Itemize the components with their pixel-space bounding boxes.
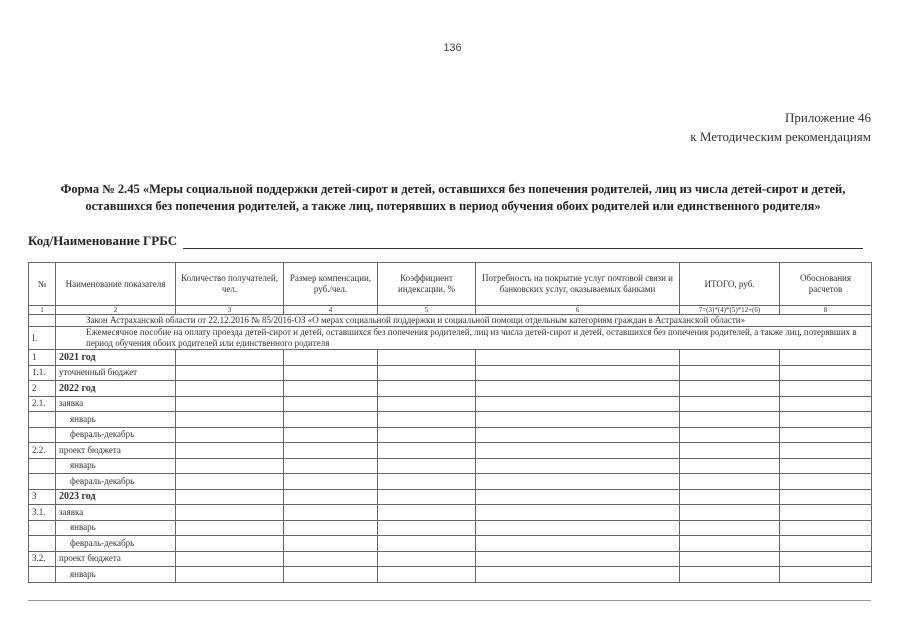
column-number: 2 [56, 306, 176, 315]
value-cell[interactable] [680, 474, 780, 490]
row-number: 3.1. [29, 505, 56, 521]
column-number-row [29, 306, 872, 315]
value-cell[interactable] [176, 536, 284, 552]
row-number: 2.2. [29, 443, 56, 459]
value-cell[interactable] [780, 536, 872, 552]
value-cell[interactable] [176, 396, 284, 412]
header-cell-services: Потребность на покрытие услуг почтовой связи и банковских услуг, оказываемых банками [476, 263, 680, 306]
value-cell[interactable] [780, 381, 872, 397]
form-title: Форма № 2.45 «Меры социальной поддержки детей-сирот и детей, оставшихся без попечения родителей, лиц из числа детей-сирот и детей, оставшихся без попечения родителей, а также лиц, потерявших в период обучения обоих родителей или единственного родителя» [60, 182, 846, 213]
table-row [29, 381, 872, 397]
row-number: 3.2. [29, 551, 56, 567]
row-number: 2.1. [29, 396, 56, 412]
value-cell[interactable] [476, 474, 680, 490]
value-cell[interactable] [780, 365, 872, 381]
form-table-wrapper [28, 262, 871, 583]
value-cell[interactable] [176, 381, 284, 397]
value-cell[interactable] [780, 474, 872, 490]
appendix-reference [690, 108, 871, 146]
header-cell-justification: Обоснования расчетов [780, 263, 872, 306]
row-indicator-name: февраль-декабрь [56, 474, 176, 490]
value-cell[interactable] [780, 489, 872, 505]
row-indicator-name: заявка [56, 505, 176, 521]
value-cell[interactable] [284, 520, 378, 536]
grbs-label: Код/Наименование ГРБС [28, 233, 178, 248]
value-cell[interactable] [176, 350, 284, 366]
value-cell[interactable] [378, 489, 476, 505]
section-row [29, 327, 872, 350]
row-indicator-name: заявка [56, 396, 176, 412]
value-cell[interactable] [378, 381, 476, 397]
section-num: I. [29, 327, 56, 350]
row-indicator-name: январь [56, 458, 176, 474]
table-row [29, 443, 872, 459]
table-row [29, 520, 872, 536]
value-cell[interactable] [176, 427, 284, 443]
header-cell-total: ИТОГО, руб. [680, 263, 780, 306]
value-cell[interactable] [476, 458, 680, 474]
value-cell[interactable] [378, 365, 476, 381]
column-number: 4 [284, 306, 378, 315]
value-cell[interactable] [378, 505, 476, 521]
row-number [29, 567, 56, 583]
value-cell[interactable] [476, 567, 680, 583]
value-cell[interactable] [378, 412, 476, 428]
value-cell[interactable] [176, 520, 284, 536]
row-indicator-name: февраль-декабрь [56, 427, 176, 443]
value-cell[interactable] [284, 567, 378, 583]
value-cell[interactable] [780, 551, 872, 567]
value-cell[interactable] [476, 551, 680, 567]
value-cell[interactable] [780, 427, 872, 443]
value-cell[interactable] [378, 567, 476, 583]
column-number: 7=(3)*(4)*(5)*12+(6) [680, 306, 780, 315]
row-number: 1 [29, 350, 56, 366]
header-cell-recipients: Количество получателей, чел. [176, 263, 284, 306]
value-cell[interactable] [780, 396, 872, 412]
column-number: 6 [476, 306, 680, 315]
column-number: 3 [176, 306, 284, 315]
table-row [29, 365, 872, 381]
row-number [29, 458, 56, 474]
table-row [29, 551, 872, 567]
value-cell[interactable] [680, 396, 780, 412]
value-cell[interactable] [680, 443, 780, 459]
value-cell[interactable] [476, 412, 680, 428]
row-number [29, 474, 56, 490]
value-cell[interactable] [378, 350, 476, 366]
header-cell-num: № [29, 263, 56, 306]
row-number [29, 427, 56, 443]
row-indicator-name: 2022 год [56, 381, 176, 397]
value-cell[interactable] [284, 396, 378, 412]
value-cell[interactable] [176, 489, 284, 505]
value-cell[interactable] [378, 443, 476, 459]
value-cell[interactable] [476, 443, 680, 459]
value-cell[interactable] [780, 458, 872, 474]
value-cell[interactable] [680, 427, 780, 443]
value-cell[interactable] [284, 381, 378, 397]
row-indicator-name: январь [56, 567, 176, 583]
value-cell[interactable] [680, 350, 780, 366]
value-cell[interactable] [476, 396, 680, 412]
grbs-fill-line[interactable] [183, 236, 863, 249]
value-cell[interactable] [284, 458, 378, 474]
table-row [29, 350, 872, 366]
value-cell[interactable] [176, 551, 284, 567]
row-number [29, 520, 56, 536]
grbs-field [28, 233, 863, 249]
value-cell[interactable] [476, 365, 680, 381]
value-cell[interactable] [284, 350, 378, 366]
value-cell[interactable] [680, 458, 780, 474]
section-text: Ежемесячное пособие на оплату проезда детей-сирот и детей, оставшихся без попечения родителей, лиц из числа детей-сирот и детей, оставшихся без попечения родителей, а также лиц, потерявших в период обучения обоих родителей или единственного родителя [56, 327, 872, 350]
appendix-line-2: к Методическим рекомендациям [690, 129, 871, 144]
row-number: 2 [29, 381, 56, 397]
row-number [29, 536, 56, 552]
value-cell[interactable] [476, 350, 680, 366]
column-number: 1 [29, 306, 56, 315]
table-row [29, 567, 872, 583]
value-cell[interactable] [680, 505, 780, 521]
header-cell-indexation: Коэффициент индексации, % [378, 263, 476, 306]
row-indicator-name: уточненный бюджет [56, 365, 176, 381]
value-cell[interactable] [176, 365, 284, 381]
form-table [28, 262, 872, 583]
value-cell[interactable] [680, 551, 780, 567]
value-cell[interactable] [680, 412, 780, 428]
value-cell[interactable] [680, 365, 780, 381]
table-row [29, 458, 872, 474]
value-cell[interactable] [476, 505, 680, 521]
value-cell[interactable] [780, 412, 872, 428]
table-row [29, 474, 872, 490]
value-cell[interactable] [780, 567, 872, 583]
value-cell[interactable] [378, 474, 476, 490]
table-row [29, 489, 872, 505]
value-cell[interactable] [378, 551, 476, 567]
value-cell[interactable] [378, 536, 476, 552]
header-row [29, 263, 872, 306]
law-row [29, 315, 872, 327]
value-cell[interactable] [780, 443, 872, 459]
value-cell[interactable] [680, 489, 780, 505]
value-cell[interactable] [476, 381, 680, 397]
value-cell[interactable] [680, 381, 780, 397]
value-cell[interactable] [284, 412, 378, 428]
value-cell[interactable] [176, 443, 284, 459]
value-cell[interactable] [284, 443, 378, 459]
header-cell-compensation: Размер компенсации, руб./чел. [284, 263, 378, 306]
table-row [29, 412, 872, 428]
value-cell[interactable] [476, 489, 680, 505]
value-cell[interactable] [284, 474, 378, 490]
table-row [29, 505, 872, 521]
law-num-cell [29, 315, 56, 327]
table-row [29, 396, 872, 412]
value-cell[interactable] [476, 520, 680, 536]
row-indicator-name: проект бюджета [56, 443, 176, 459]
value-cell[interactable] [176, 412, 284, 428]
row-indicator-name: 2023 год [56, 489, 176, 505]
value-cell[interactable] [680, 567, 780, 583]
value-cell[interactable] [284, 505, 378, 521]
value-cell[interactable] [378, 427, 476, 443]
row-number: 1.1. [29, 365, 56, 381]
value-cell[interactable] [476, 536, 680, 552]
value-cell[interactable] [378, 520, 476, 536]
value-cell[interactable] [780, 520, 872, 536]
value-cell[interactable] [176, 474, 284, 490]
value-cell[interactable] [680, 520, 780, 536]
row-number [29, 412, 56, 428]
value-cell[interactable] [680, 536, 780, 552]
column-number: 8 [780, 306, 872, 315]
column-number: 5 [378, 306, 476, 315]
header-cell-indicator: Наименование показателя [56, 263, 176, 306]
value-cell[interactable] [284, 536, 378, 552]
value-cell[interactable] [780, 350, 872, 366]
appendix-line-1: Приложение 46 [784, 110, 871, 125]
value-cell[interactable] [284, 551, 378, 567]
value-cell[interactable] [176, 458, 284, 474]
value-cell[interactable] [378, 396, 476, 412]
value-cell[interactable] [378, 458, 476, 474]
row-indicator-name: февраль-декабрь [56, 536, 176, 552]
row-indicator-name: январь [56, 520, 176, 536]
row-indicator-name: январь [56, 412, 176, 428]
page-number: 136 [443, 42, 462, 54]
value-cell[interactable] [284, 489, 378, 505]
table-row [29, 427, 872, 443]
row-indicator-name: 2021 год [56, 350, 176, 366]
value-cell[interactable] [780, 505, 872, 521]
law-text: Закон Астраханской области от 22.12.2016 № 85/2016-ОЗ «О мерах социальной поддержки и социальной помощи отдельным категориям граждан в Астраханской области» [56, 315, 872, 327]
value-cell[interactable] [176, 567, 284, 583]
table-row [29, 536, 872, 552]
value-cell[interactable] [284, 427, 378, 443]
row-indicator-name: проект бюджета [56, 551, 176, 567]
value-cell[interactable] [284, 365, 378, 381]
row-number: 3 [29, 489, 56, 505]
value-cell[interactable] [176, 505, 284, 521]
page-bottom-rule [28, 600, 871, 601]
value-cell[interactable] [476, 427, 680, 443]
